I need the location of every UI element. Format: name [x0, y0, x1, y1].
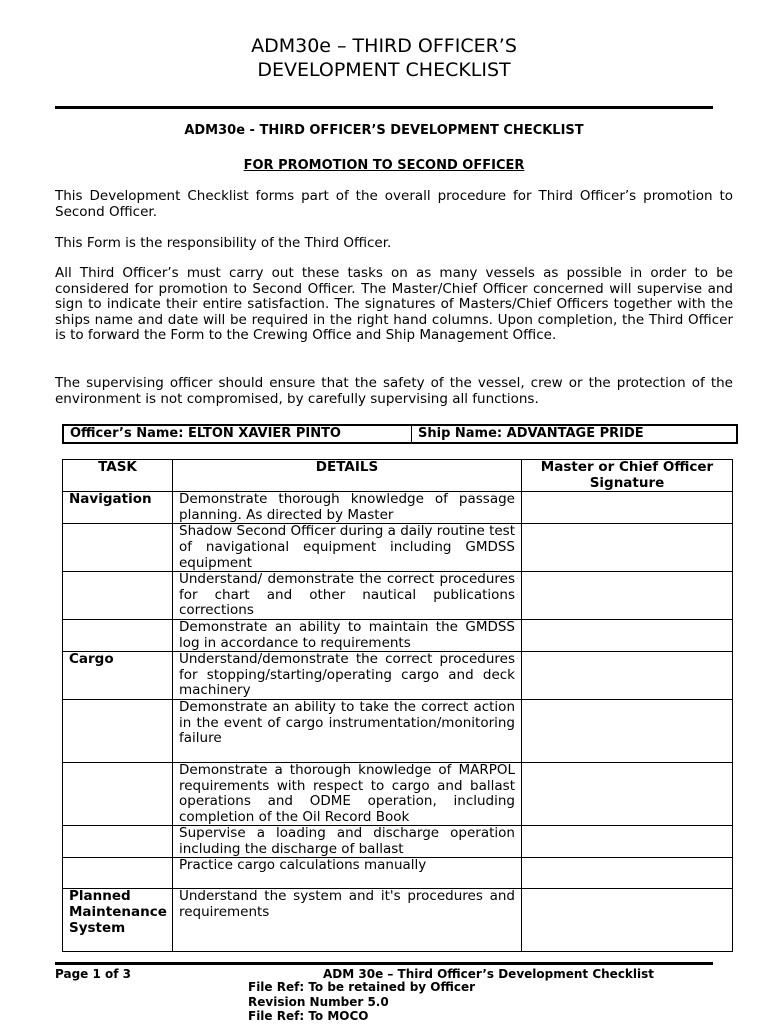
task-cell: Navigation [63, 492, 173, 524]
signature-cell[interactable] [522, 826, 733, 858]
detail-cell: Understand/demonstrate the correct procedures for stopping/starting/operating cargo and deck machinery [173, 652, 522, 700]
footer-document-title: ADM 30e – Third Officer’s Development Checklist [323, 967, 655, 981]
footer-divider [55, 962, 713, 965]
task-checklist-table [62, 459, 733, 952]
task-cell [63, 619, 173, 651]
detail-cell: Practice cargo calculations manually [173, 858, 522, 889]
table-row [63, 762, 733, 825]
table-row [63, 858, 733, 889]
intro-paragraph-4: The supervising officer should ensure that the safety of the vessel, crew or the protection of the environment is not compromised, by carefully supervising all functions. [55, 375, 733, 407]
table-row [63, 652, 733, 700]
detail-cell: Demonstrate an ability to take the correct action in the event of cargo instrumentation/monitoring failure [173, 699, 522, 762]
signature-cell[interactable] [522, 858, 733, 889]
detail-cell: Demonstrate a thorough knowledge of MARPOL requirements with respect to cargo and ballast operations and ODME operation, including completion of the Oil Record Book [173, 762, 522, 825]
detail-cell: Demonstrate an ability to maintain the GMDSS log in accordance to requirements [173, 619, 522, 651]
signature-cell[interactable] [522, 524, 733, 572]
signature-cell[interactable] [522, 572, 733, 620]
detail-cell: Demonstrate thorough knowledge of passage planning. As directed by Master [173, 492, 522, 524]
officer-info-box [62, 424, 738, 444]
detail-cell: Shadow Second Officer during a daily routine test of navigational equipment including GMDSS equipment [173, 524, 522, 572]
task-cell [63, 826, 173, 858]
signature-cell[interactable] [522, 762, 733, 825]
table-row [63, 492, 733, 524]
table-row [63, 699, 733, 762]
column-header-task: TASK [63, 460, 173, 492]
task-cell [63, 762, 173, 825]
task-cell [63, 858, 173, 889]
signature-cell[interactable] [522, 889, 733, 952]
page-header-title [0, 34, 768, 82]
header-title-line-1: ADM30e – THIRD OFFICER’S [251, 35, 517, 57]
intro-paragraph-3: All Third Officer’s must carry out these tasks on as many vessels as possible in order to be considered for promotion to Second Officer. The Master/Chief Officer concerned will supervise and sign to indicate their entire satisfaction. The signatures of Masters/Chief Officers together with the ships name and date will be required in the right hand columns. Upon completion, the Third Officer is to forward the Form to the Crewing Office and Ship Management Office. [55, 265, 733, 344]
task-cell: Cargo [63, 652, 173, 700]
signature-cell[interactable] [522, 699, 733, 762]
header-divider [55, 106, 713, 109]
intro-paragraph-1: This Development Checklist forms part of the overall procedure for Third Officer’s promotion to Second Officer. [55, 188, 733, 220]
document-title: ADM30e - THIRD OFFICER’S DEVELOPMENT CHECKLIST [184, 123, 584, 138]
table-header-row [63, 460, 733, 492]
footer-revision-number: Revision Number 5.0 [248, 995, 389, 1009]
signature-cell[interactable] [522, 619, 733, 651]
ship-name-field: Ship Name: ADVANTAGE PRIDE [418, 426, 644, 441]
footer-file-ref-moco: File Ref: To MOCO [248, 1009, 369, 1023]
document-subtitle: FOR PROMOTION TO SECOND OFFICER [243, 158, 525, 173]
header-title-line-2: DEVELOPMENT CHECKLIST [257, 59, 511, 81]
page-number: Page 1 of 3 [55, 967, 131, 981]
footer-file-ref-officer: File Ref: To be retained by Officer [248, 980, 476, 994]
task-cell: Planned Maintenance System [63, 889, 173, 952]
task-cell [63, 699, 173, 762]
task-cell [63, 572, 173, 620]
table-row [63, 572, 733, 620]
detail-cell: Understand the system and it's procedures and requirements [173, 889, 522, 952]
column-header-details: DETAILS [173, 460, 522, 492]
detail-cell: Understand/ demonstrate the correct procedures for chart and other nautical publications corrections [173, 572, 522, 620]
signature-cell[interactable] [522, 492, 733, 524]
column-header-signature: Master or Chief Officer Signature [522, 460, 733, 492]
table-row [63, 826, 733, 858]
intro-paragraph-2: This Form is the responsibility of the Third Officer. [55, 235, 392, 251]
signature-cell[interactable] [522, 652, 733, 700]
detail-cell: Supervise a loading and discharge operation including the discharge of ballast [173, 826, 522, 858]
officer-name-field: Officer’s Name: ELTON XAVIER PINTO [64, 426, 412, 442]
table-row [63, 524, 733, 572]
table-row [63, 889, 733, 952]
task-cell [63, 524, 173, 572]
table-row [63, 619, 733, 651]
